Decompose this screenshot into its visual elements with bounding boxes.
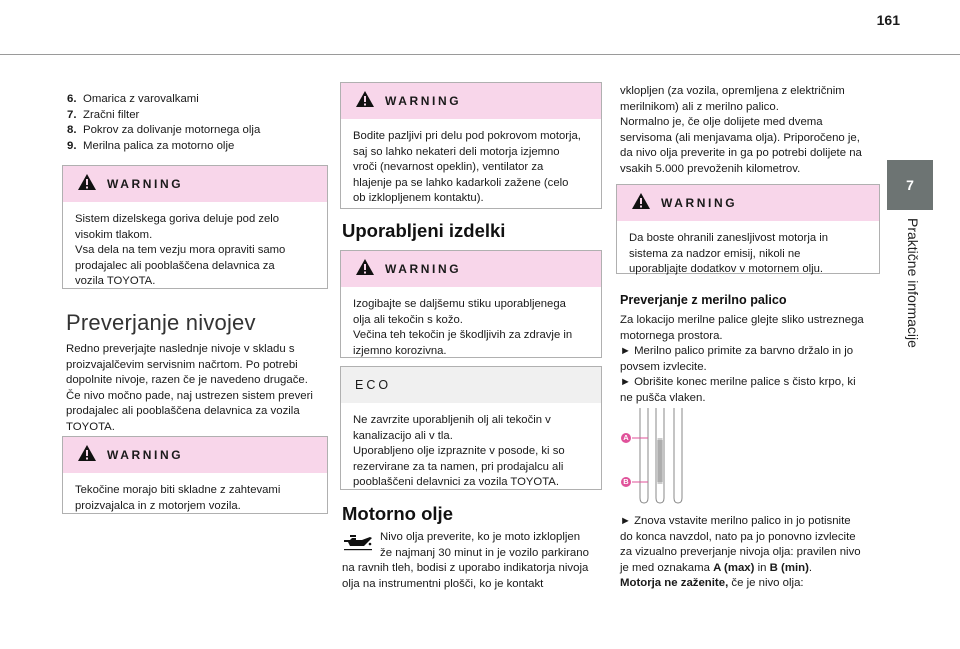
oil-check-paragraph: vklopljen (za vozila, opremljena z električnim merilnikom) ali z merilno palico. Normalno je, če olje dolijete med dvema servisoma (ali menjavama olja). Priporočeno je, da nivo olja preverite in ga po potrebi dolijete na vsakih 5.000 prevoženih kilometrov. — [620, 85, 862, 175]
warning-box-additives — [616, 184, 880, 274]
eco-title: ECO — [355, 378, 392, 392]
bullet-arrow-icon: ► — [620, 345, 631, 358]
warning-body: Izogibajte se daljšemu stiku uporabljenega olja ali tekočin s kožo. Večina teh tekočin je škodljivih za zdravje in izjemno korozivna. — [353, 298, 573, 357]
list-item: 8. Pokrov za dolivanje motornega olja — [67, 124, 261, 137]
chapter-label: Praktične informacije — [905, 218, 921, 348]
eco-body: Ne zavrzite uporabljenih olj ali tekočin v kanalizacijo ali v tla. Uporabljeno olje izpraznite v posode, ki so rezervirane za ta namen, pri prodajalcu ali pooblaščeni delavnici za vozila TOYOTA. — [353, 414, 565, 489]
warning-title: WARNING — [661, 196, 738, 210]
list-item: 9. Merilna palica za motorno olje — [67, 139, 235, 152]
subheading-dipstick: Preverjanje z merilno palico — [620, 293, 787, 307]
warning-triangle-icon — [77, 173, 97, 196]
dipstick-illustration — [618, 408, 698, 504]
warning-box-fluids — [62, 436, 328, 514]
section-heading-products: Uporabljeni izdelki — [342, 220, 506, 241]
warning-body: Bodite pazljivi pri delu pod pokrovom motorja, saj so lahko nekateri deli motorja izjemno vroči (nevarnost opeklin), ventilator za hlajenje pa se lahko kadarkoli zažene (celo ob izklopljenem kontaktu). — [353, 130, 581, 205]
warning-box-fuel — [62, 165, 328, 289]
eco-header — [341, 367, 601, 403]
dipstick-reinsert-instructions: ► Znova vstavite merilno palico in jo potisnite do konca navzdol, nato pa jo ponovno izvlecite za vizualno preverjanje nivoja olja: pravilen nivo je med oznakama A (max) in B (min). Motorja ne zaženite, če je nivo olja: — [620, 515, 861, 590]
bullet-arrow-icon: ► — [620, 376, 631, 389]
bullet-arrow-icon: ► — [620, 515, 631, 527]
warning-title: WARNING — [107, 177, 184, 191]
warning-box-skin — [340, 250, 602, 358]
warning-title: WARNING — [107, 448, 184, 462]
list-item: 6. Omarica z varovalkami — [67, 93, 199, 105]
warning-body: Da boste ohranili zanesljivost motorja in sistema za nadzor emisij, nikoli ne uporabljajte dodatkov v motornem olju. — [629, 232, 829, 276]
warning-triangle-icon — [631, 192, 651, 215]
section-heading-engine-oil: Motorno olje — [342, 503, 453, 524]
list-item: 7. Zračni filter — [67, 108, 140, 121]
parts-list — [67, 92, 329, 154]
mark-b-label: B — [623, 477, 629, 486]
warning-header — [341, 83, 601, 119]
oil-can-icon — [342, 534, 374, 554]
warning-triangle-icon — [77, 444, 97, 467]
mark-a-label: A — [623, 433, 629, 442]
eco-box — [340, 366, 602, 490]
warning-header — [63, 166, 327, 202]
header-rule — [0, 54, 960, 55]
warning-body: Tekočine morajo biti skladne z zahtevami proizvajalca in z motorjem vozila. — [75, 484, 281, 512]
warning-triangle-icon — [355, 90, 375, 113]
page-number: 161 — [876, 12, 900, 28]
chapter-tab[interactable]: 7 — [887, 160, 933, 210]
dipstick-instructions: Za lokacijo merilne palice glejte sliko ustreznega motornega prostora. ► Merilno palico primite za barvno držalo in jo povsem izvlecite. ► Obrišite konec merilne palice s čisto krpo, ki ne pušča vlaken. — [620, 314, 864, 404]
warning-title: WARNING — [385, 94, 462, 108]
warning-header — [63, 437, 327, 473]
warning-triangle-icon — [355, 258, 375, 281]
warning-box-engine-hot — [340, 82, 602, 209]
warning-header — [617, 185, 879, 221]
section-heading-levels: Preverjanje nivojev — [66, 310, 256, 335]
warning-title: WARNING — [385, 262, 462, 276]
engine-oil-intro-indented: Nivo olja preverite, ko je moto izklopljen že najmanj 30 minut in je vozilo parkirano — [380, 531, 589, 559]
levels-paragraph: Redno preverjajte naslednje nivoje v skladu s proizvajalčevim servisnim načrtom. Po potrebi dopolnite nivoje, razen če je navedeno drugače. Če nivo močno pade, naj ustrezen sistem preveri prodajalec ali pooblaščena delavnica za vozila TOYOTA. — [66, 343, 313, 433]
warning-header — [341, 251, 601, 287]
engine-oil-intro: na ravnih tleh, bodisi z uporabo indikatorja nivoja olja na instrumentni plošči, ko je kontakt — [342, 562, 589, 590]
warning-body: Sistem dizelskega goriva deluje pod zelo visokim tlakom. Vsa dela na tem vezju mora opraviti samo prodajalec ali pooblaščena delavnica za vozila TOYOTA. — [75, 213, 286, 288]
